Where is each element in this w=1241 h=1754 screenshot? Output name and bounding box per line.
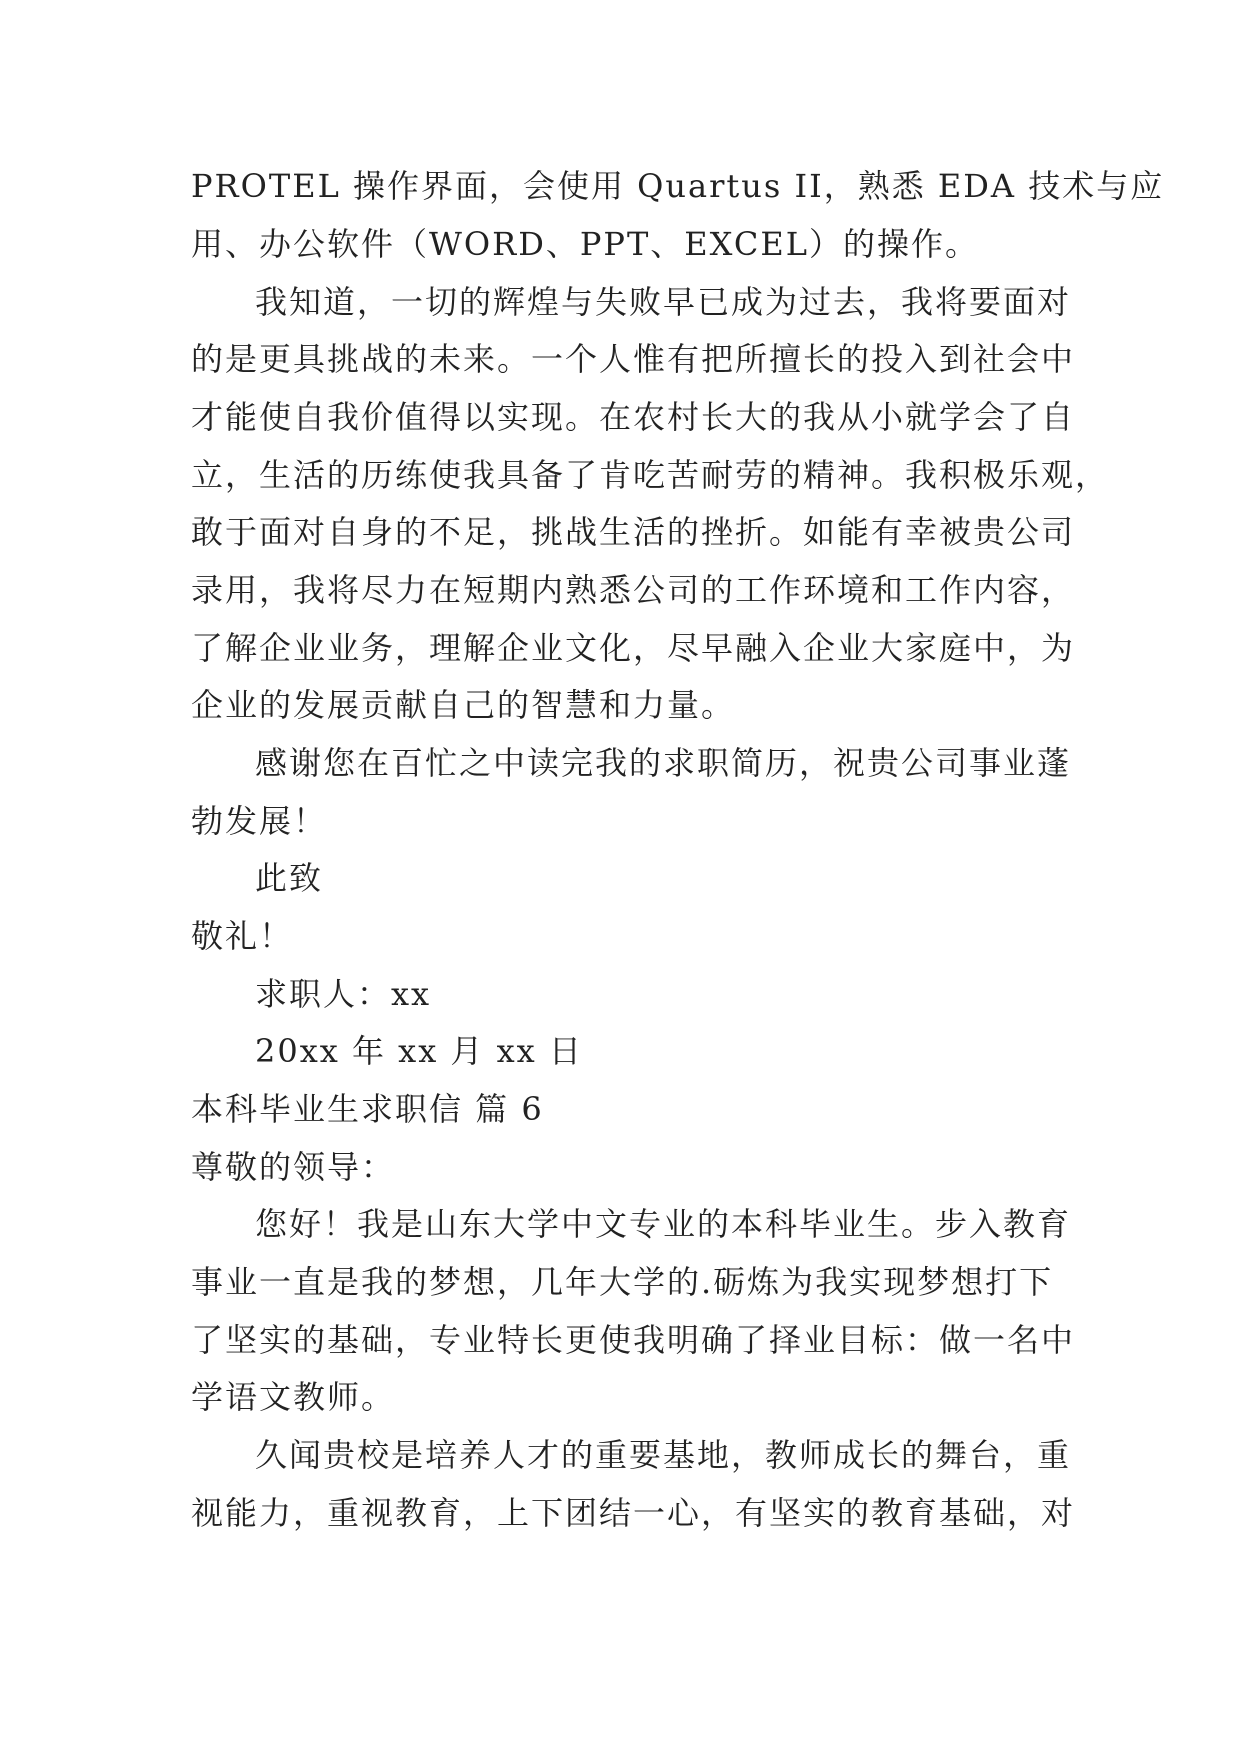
- greeting: 尊敬的领导：: [191, 1148, 396, 1186]
- paragraph-start-line: 久闻贵校是培养人才的重要基地，教师成长的舞台，重: [255, 1436, 1072, 1474]
- text-line: 才能使自我价值得以实现。在农村长大的我从小就学会了自: [191, 398, 1076, 436]
- text-line: 企业的发展贡献自己的智慧和力量。: [191, 686, 736, 724]
- text-line: 的是更具挑战的未来。一个人惟有把所擅长的投入到社会中: [191, 340, 1076, 378]
- text-line: 了坚实的基础，专业特长更使我明确了择业目标：做一名中: [191, 1321, 1076, 1359]
- closing-salutation: 此致: [255, 859, 324, 897]
- text-line: 录用，我将尽力在短期内熟悉公司的工作环境和工作内容，: [191, 571, 1076, 609]
- text-line: 勃发展！: [191, 802, 328, 840]
- text-line: 立，生活的历练使我具备了肯吃苦耐劳的精神。我积极乐观，: [191, 456, 1110, 494]
- paragraph-start-line: 您好！我是山东大学中文专业的本科毕业生。步入教育: [255, 1205, 1072, 1243]
- text-line: 了解企业业务，理解企业文化，尽早融入企业大家庭中，为: [191, 629, 1076, 667]
- section-heading: 本科毕业生求职信 篇 6: [191, 1090, 544, 1128]
- signature-applicant: 求职人：xx: [255, 975, 432, 1013]
- signature-date: 20xx 年 xx 月 xx 日: [255, 1032, 583, 1070]
- text-line: 敢于面对自身的不足，挑战生活的挫折。如能有幸被贵公司: [191, 513, 1076, 551]
- text-line: 用、办公软件（WORD、PPT、EXCEL）的操作。: [191, 225, 979, 263]
- text-line: 视能力，重视教育，上下团结一心，有坚实的教育基础，对: [191, 1494, 1076, 1532]
- closing-regards: 敬礼！: [191, 917, 294, 955]
- text-line: 学语文教师。: [191, 1378, 396, 1416]
- paragraph-start-line: 我知道，一切的辉煌与失败早已成为过去，我将要面对: [255, 283, 1072, 321]
- text-line: PROTEL 操作界面，会使用 Quartus II，熟悉 EDA 技术与应: [191, 167, 1165, 205]
- text-line: 事业一直是我的梦想，几年大学的.砺炼为我实现梦想打下: [191, 1263, 1054, 1301]
- paragraph-start-line: 感谢您在百忙之中读完我的求职简历，祝贵公司事业蓬: [255, 744, 1072, 782]
